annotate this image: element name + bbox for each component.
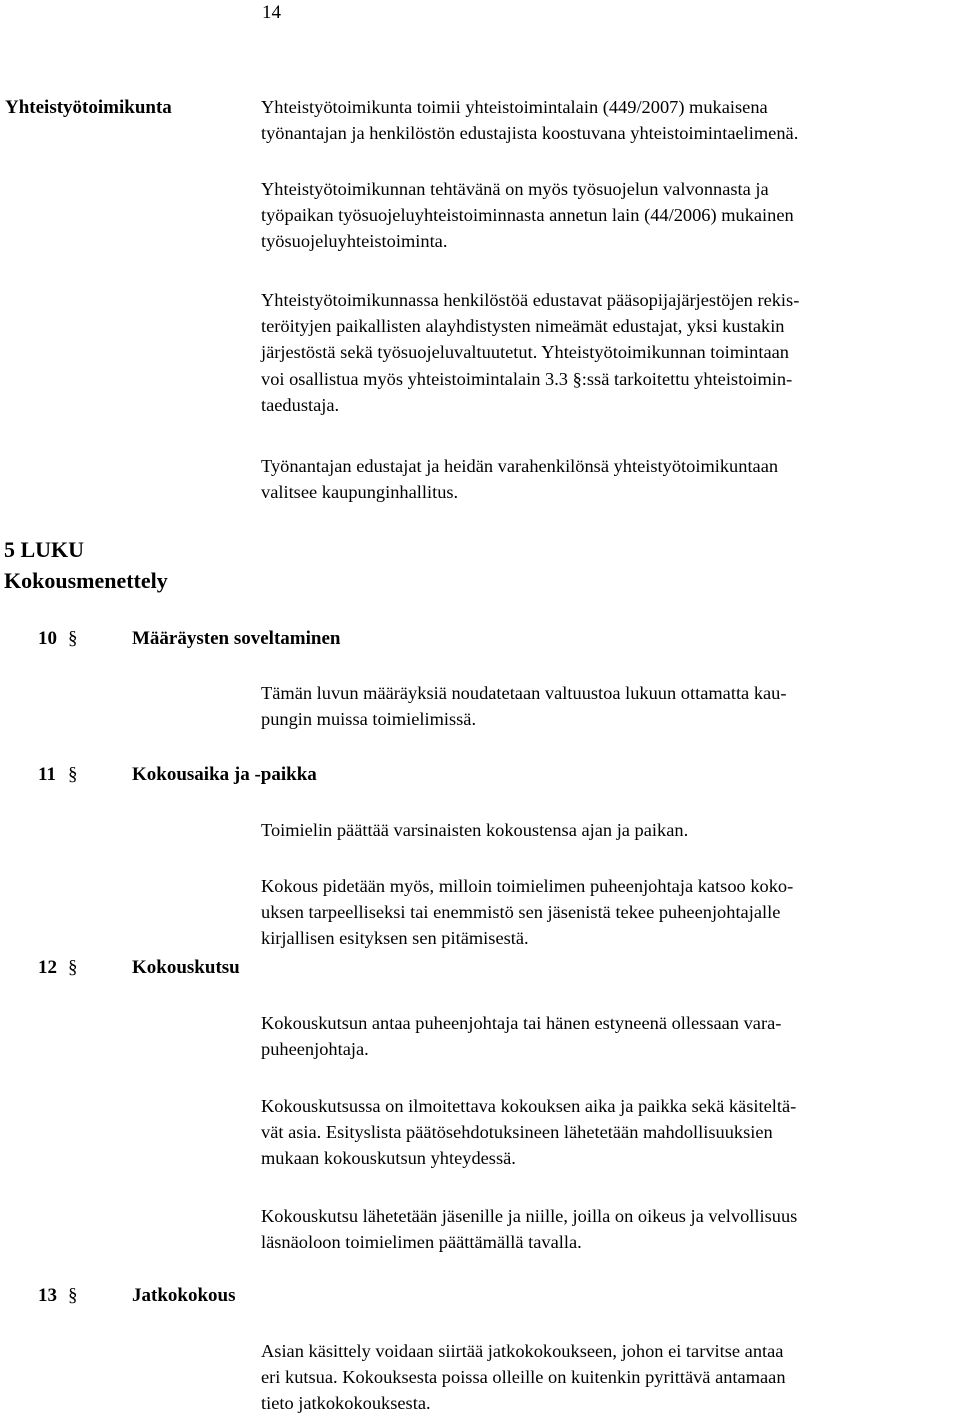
chapter-number: 5 LUKU xyxy=(4,537,85,562)
section-number: 11 xyxy=(38,764,56,785)
chapter-heading xyxy=(4,534,168,596)
paragraph xyxy=(261,873,951,952)
text-line: taedustaja. xyxy=(261,394,340,415)
page-number: 14 xyxy=(262,2,281,23)
text-line: Yhteistyötoimikunnassa henkilöstöä edustavat pääsopijajärjestöjen rekis- xyxy=(261,290,800,310)
text-line: Kokouskutsu lähetetään jäsenille ja niille, joilla on oikeus ja velvollisuus xyxy=(261,1206,798,1226)
paragraph xyxy=(261,817,951,843)
text-line: Työnantajan edustajat ja heidän varahenkilönsä yhteistyötoimikuntaan xyxy=(261,456,779,476)
text-line: pungin muissa toimielimissä. xyxy=(261,709,477,730)
text-line: järjestöstä sekä työsuojeluvaltuutetut. Yhteistyötoimikunnan toimintaan xyxy=(261,342,789,363)
paragraph xyxy=(261,1338,951,1417)
text-line: Toimielin päättää varsinaisten kokoustensa ajan ja paikan. xyxy=(261,820,689,840)
side-heading-yhteistyotoimikunta: Yhteistyötoimikunta xyxy=(5,97,172,118)
section-sign: § xyxy=(68,764,78,785)
section-sign: § xyxy=(68,957,78,978)
text-line: työpaikan työsuojeluyhteistoiminnasta annetun lain (44/2006) mukainen xyxy=(261,205,794,226)
section-sign: § xyxy=(68,628,78,649)
section-title: Määräysten soveltaminen xyxy=(132,628,341,649)
text-line: voi osallistua myös yhteistoimintalain 3.3 §:ssä tarkoitettu yhteistoimin- xyxy=(261,368,793,389)
section-sign: § xyxy=(68,1285,78,1306)
section-title: Kokouskutsu xyxy=(132,957,240,978)
section-number: 12 xyxy=(38,957,57,978)
section-number: 10 xyxy=(38,628,57,649)
paragraph xyxy=(261,453,951,505)
section-title: Jatkokokous xyxy=(132,1285,236,1306)
text-line: mukaan kokouskutsun yhteydessä. xyxy=(261,1148,516,1169)
text-line: uksen tarpeelliseksi tai enemmistö sen jäsenistä tekee puheenjohtajalle xyxy=(261,902,781,923)
paragraph xyxy=(261,94,951,146)
text-line: puheenjohtaja. xyxy=(261,1039,369,1060)
paragraph xyxy=(261,1093,951,1172)
text-line: eri kutsua. Kokouksesta poissa olleille on kuitenkin pyrittävä antamaan xyxy=(261,1367,786,1388)
text-line: Yhteistyötoimikunnan tehtävänä on myös työsuojelun valvonnasta ja xyxy=(261,179,769,199)
section-number: 13 xyxy=(38,1285,57,1306)
text-line: Tämän luvun määräyksiä noudatetaan valtuustoa lukuun ottamatta kau- xyxy=(261,683,787,703)
text-line: Yhteistyötoimikunta toimii yhteistoimintalain (449/2007) mukaisena xyxy=(261,97,768,117)
chapter-title: Kokousmenettely xyxy=(4,568,168,593)
text-line: työnantajan ja henkilöstön edustajista koostuvana yhteistoimintaelimenä. xyxy=(261,123,799,144)
paragraph xyxy=(261,1010,951,1062)
paragraph xyxy=(261,680,951,732)
text-line: työsuojeluyhteistoiminta. xyxy=(261,231,448,252)
text-line: teröityjen paikallisten alayhdistysten nimeämät edustajat, yksi kustakin xyxy=(261,316,785,337)
text-line: valitsee kaupunginhallitus. xyxy=(261,482,459,503)
paragraph xyxy=(261,1203,951,1255)
text-line: Kokouskutsussa on ilmoitettava kokouksen aika ja paikka sekä käsiteltä- xyxy=(261,1096,797,1116)
section-heading-10 xyxy=(38,628,340,650)
section-heading-13 xyxy=(38,1285,236,1307)
text-line: Kokouskutsun antaa puheenjohtaja tai hänen estyneenä ollessaan vara- xyxy=(261,1013,782,1033)
paragraph xyxy=(261,176,951,255)
text-line: Asian käsittely voidaan siirtää jatkokokoukseen, johon ei tarvitse antaa xyxy=(261,1341,784,1361)
section-heading-12 xyxy=(38,957,240,979)
text-line: vät asia. Esityslista päätösehdotuksineen lähetetään mahdollisuuksien xyxy=(261,1122,773,1143)
text-line: kirjallisen esityksen sen pitämisestä. xyxy=(261,928,529,949)
text-line: tieto jatkokokouksesta. xyxy=(261,1393,431,1414)
paragraph xyxy=(261,287,951,418)
text-line: läsnäoloon toimielimen päättämällä tavalla. xyxy=(261,1232,582,1253)
text-line: Kokous pidetään myös, milloin toimielimen puheenjohtaja katsoo koko- xyxy=(261,876,794,896)
section-title: Kokousaika ja -paikka xyxy=(132,764,317,785)
section-heading-11 xyxy=(38,764,317,786)
